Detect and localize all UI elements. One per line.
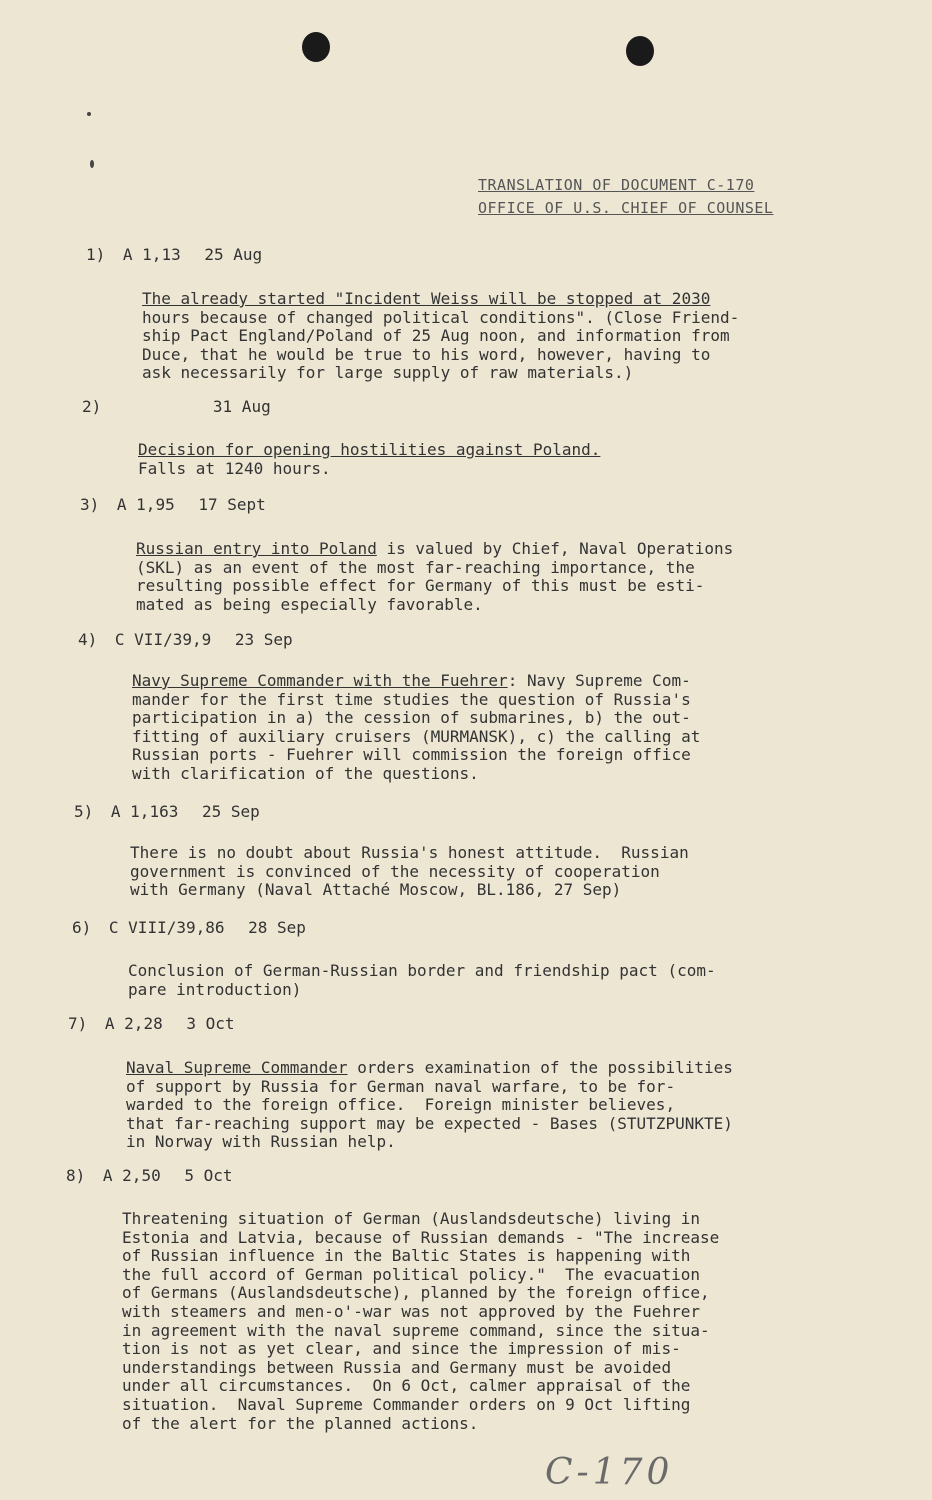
entry-heading: [82, 397, 271, 416]
entry-date: 17 Sept: [198, 495, 266, 514]
entry-text: government is convinced of the necessity of cooperation with Germany (Naval Attaché Moscow, BL.186, 27 Sep): [130, 861, 660, 900]
entry-number: 3): [80, 495, 100, 514]
entry-number: 6): [72, 918, 92, 937]
entry-body: [126, 1059, 866, 1152]
entry-reference: C VII/39,9: [114, 630, 212, 649]
entry-reference: A 1,95: [116, 495, 175, 514]
entry-heading: [86, 245, 262, 264]
punch-hole-left: [302, 32, 330, 62]
entry-number: 1): [86, 245, 106, 264]
entry-body: [130, 844, 830, 900]
entry-date: 5 Oct: [184, 1166, 233, 1185]
entry-reference: A 2,50: [102, 1166, 161, 1185]
speck: [87, 112, 91, 116]
entry-reference: C VIII/39,86: [108, 918, 225, 937]
entry-date: 23 Sep: [234, 630, 293, 649]
entry-text: mander for the first time studies the question of Russia's participation in a) the cession of submarines, b) the out- fitting of auxiliary cruisers (MURMANSK), c) the calling at Russian ports - Fuehrer will commission the foreign office with clarification of the questions.: [132, 689, 701, 783]
entry-text: (SKL) as an event of the most far-reaching importance, the resulting possible effect for Germany of this must be esti- mated as being especially favorable.: [136, 557, 705, 614]
entry-lead: Naval Supreme Commander: [126, 1058, 348, 1077]
entry-lead: Threatening situation of German (Auslandsdeutsche) living in: [122, 1209, 700, 1228]
entry-text: pare introduction): [128, 979, 302, 999]
entry-date: 25 Aug: [204, 245, 263, 264]
entry-reference: A 2,28: [104, 1014, 163, 1033]
entry-text: hours because of changed political conditions". (Close Friend- ship Pact England/Poland of 25 Aug noon, and information from Duce, that he would be true to his word, however, having to ask necessarily for large supply of raw materials.): [142, 307, 740, 383]
entry-heading: [74, 802, 260, 821]
entry-lead-rest: : Navy Supreme Com-: [507, 671, 691, 690]
entry-date: 25 Sep: [201, 802, 260, 821]
entry-body: [132, 672, 832, 784]
entry-number: 4): [78, 630, 98, 649]
entry-lead: Russian entry into Poland: [136, 539, 377, 558]
entry-lead: Decision for opening hostilities against Poland.: [138, 440, 601, 459]
entry-reference: A 1,13: [122, 245, 181, 264]
entry-lead: Navy Supreme Commander with the Fuehrer: [132, 671, 508, 690]
entry-date: 3 Oct: [186, 1014, 235, 1033]
entry-date: 28 Sep: [248, 918, 306, 937]
entry-body: [136, 540, 866, 614]
entry-reference: A 1,163: [110, 802, 179, 821]
entry-lead: There is no doubt about Russia's honest attitude.: [130, 843, 603, 862]
entry-heading: [78, 630, 293, 649]
entry-number: 8): [66, 1166, 86, 1185]
entry-heading: [66, 1166, 233, 1185]
entry-body: [128, 962, 848, 999]
entry-date: 31 Aug: [212, 397, 271, 416]
entry-body: [142, 290, 882, 383]
entry-body: [138, 441, 878, 478]
entry-lead-rest: is valued by Chief, Naval Operations: [376, 539, 734, 558]
entry-lead: Conclusion of German-Russian border and friendship pact (com-: [128, 961, 716, 980]
entry-lead-rest: Russian: [602, 843, 689, 862]
entry-heading: [80, 495, 266, 514]
entry-heading: [72, 918, 306, 937]
entry-number: 2): [82, 397, 102, 416]
handwritten-document-number: C-170: [545, 1452, 674, 1493]
entry-lead: The already started "Incident Weiss will be stopped at 2030: [142, 289, 711, 308]
entry-text: Falls at 1240 hours.: [138, 458, 331, 478]
punch-hole-right: [626, 36, 654, 66]
entry-text: of support by Russia for German naval warfare, to be for- warded to the foreign office. Foreign minister believes, that far-reaching support may be expected - Bases (STUTZPUNKTE) in Norway with Russian help.: [126, 1076, 733, 1152]
entry-body: [122, 1210, 862, 1433]
speck: [90, 160, 94, 168]
entry-number: 5): [74, 802, 94, 821]
entry-text: Estonia and Latvia, because of Russian demands - "The increase of Russian influence in the Baltic States is happening with the full accord of German political policy." The evacuation of Germans (Auslandsdeutsche), planned by the foreign office, with steamers and men-o'-war was not approved by the Fuehrer in agreement with the naval supreme command, since the situa- tion is not as yet clear, and since the impression of mis- understandings between Russia and Germany must be avoided under all circumstances. On 6 Oct, calmer appraisal of the situation. Naval Supreme Commander orders on 9 Oct lifting of the alert for the planned actions.: [122, 1227, 720, 1433]
header-office: OFFICE OF U.S. CHIEF OF COUNSEL: [478, 199, 774, 217]
header-title: TRANSLATION OF DOCUMENT C-170: [478, 176, 755, 194]
document-header: [478, 174, 858, 220]
entry-lead-rest: orders examination of the possibilities: [347, 1058, 733, 1077]
entry-heading: [68, 1014, 235, 1033]
entry-number: 7): [68, 1014, 88, 1033]
